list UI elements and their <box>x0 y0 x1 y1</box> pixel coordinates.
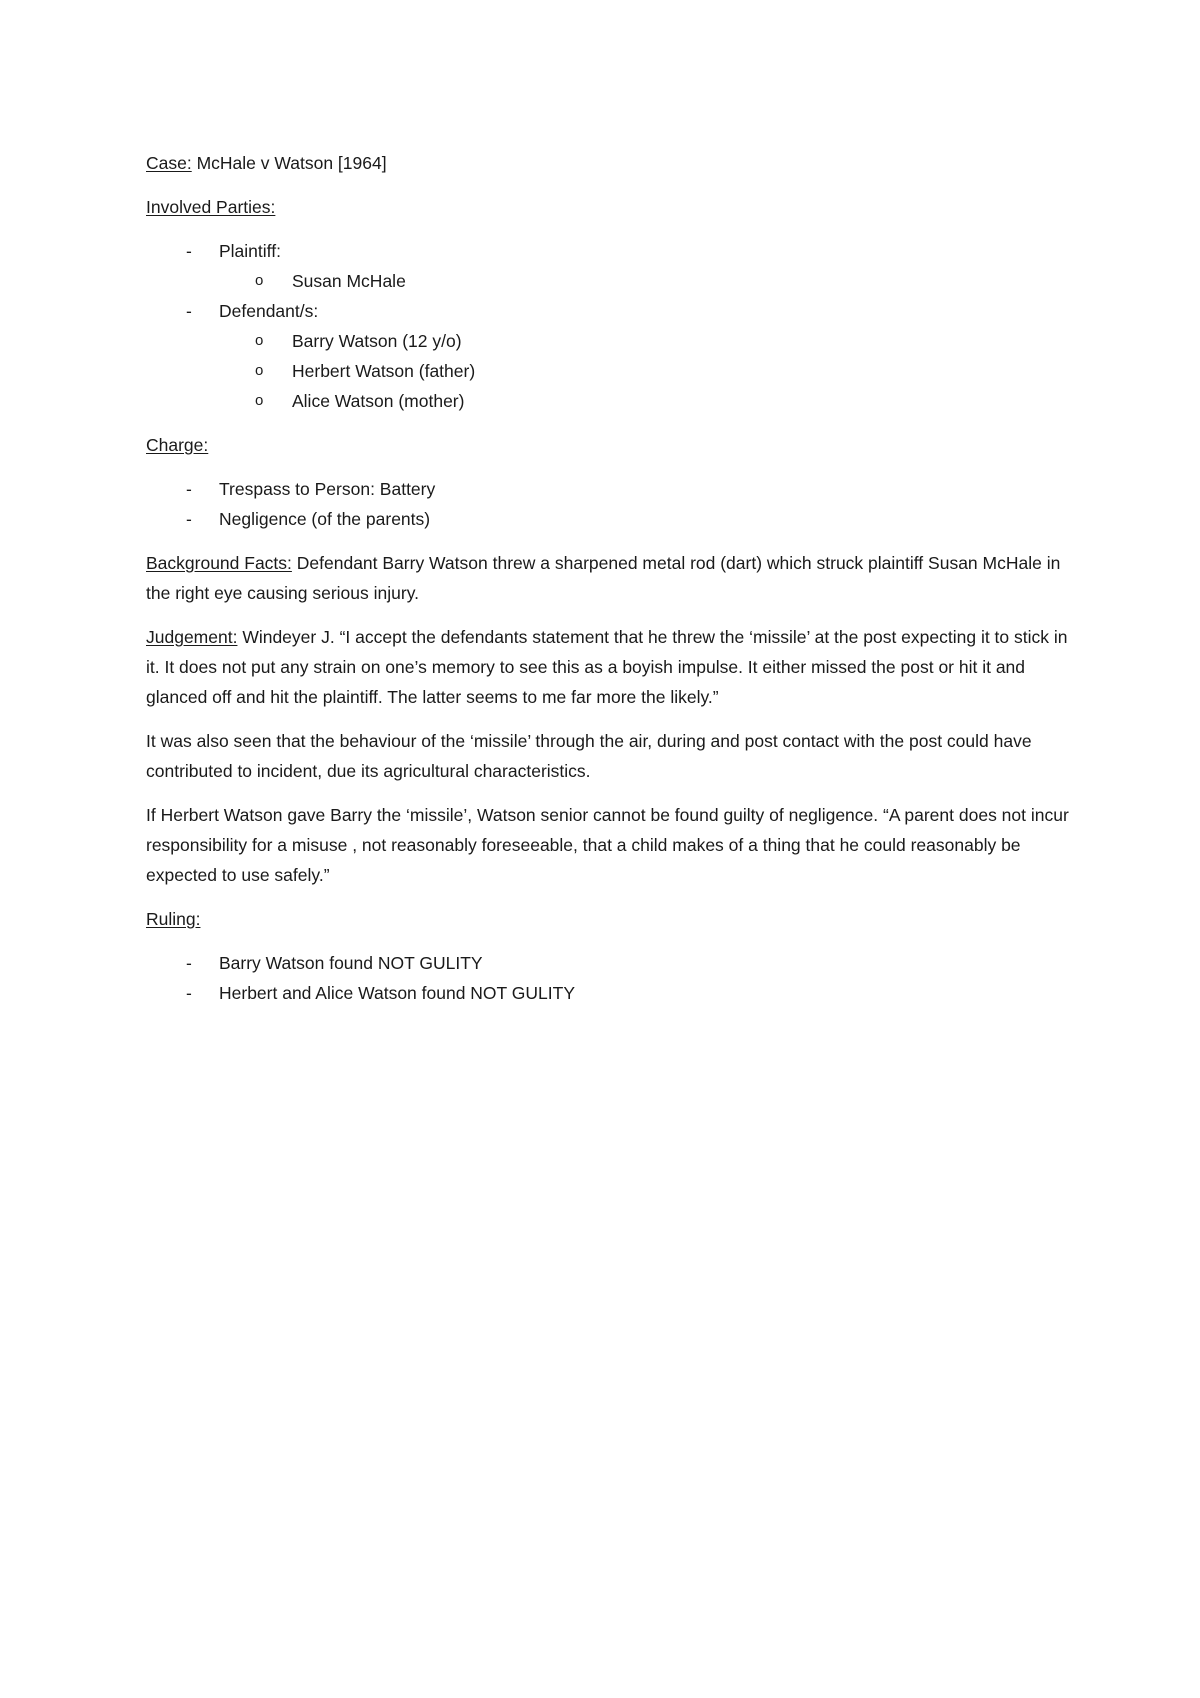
case-value: McHale v Watson [1964] <box>191 153 387 173</box>
dash-bullet: - <box>186 301 192 321</box>
dash-bullet: - <box>186 953 192 973</box>
ruling-label: Ruling: <box>146 909 201 929</box>
judgement-label: Judgement: <box>146 627 238 647</box>
charge-list <box>146 474 1080 534</box>
list-item <box>146 978 1080 1008</box>
background-facts-paragraph <box>146 548 1080 608</box>
judgement-paragraph <box>146 622 1080 712</box>
list-item <box>219 326 1080 356</box>
list-item <box>146 236 1080 296</box>
defendant-name: Barry Watson (12 y/o) <box>292 331 462 351</box>
parties-list <box>146 236 1080 416</box>
parent-negligence-paragraph: If Herbert Watson gave Barry the ‘missile’, Watson senior cannot be found guilty of negligence. “A parent does not incur responsibility for a misuse , not reasonably foreseeable, that a child makes of a thing that he could reasonably be expected to use safely.” <box>146 805 1069 885</box>
dash-bullet: - <box>186 509 192 529</box>
ruling-heading <box>146 904 1080 934</box>
list-item <box>146 296 1080 416</box>
judgement-text: Windeyer J. “I accept the defendants statement that he threw the ‘missile’ at the post expecting it to stick in it. It does not put any strain on one’s memory to see this as a boyish impulse. It either missed the post or hit it and glanced off and hit the plaintiff. The latter seems to me far more the likely.” <box>146 627 1068 707</box>
dash-bullet: - <box>186 983 192 1003</box>
list-item <box>219 386 1080 416</box>
charge-label: Charge: <box>146 435 209 455</box>
background-facts-text: Defendant Barry Watson threw a sharpened metal rod (dart) which struck plaintiff Susan McHale in the right eye causing serious injury. <box>146 553 1061 603</box>
background-facts-label: Background Facts: <box>146 553 292 573</box>
defendant-name: Herbert Watson (father) <box>292 361 476 381</box>
list-item <box>146 474 1080 504</box>
defendant-sublist <box>219 326 1080 416</box>
case-line <box>146 148 1080 178</box>
charge-item: Negligence (of the parents) <box>219 509 431 529</box>
plaintiff-sublist <box>219 266 1080 296</box>
case-label: Case: <box>146 153 192 173</box>
circle-bullet: o <box>255 332 264 349</box>
plaintiff-label: Plaintiff: <box>219 241 281 261</box>
charge-heading <box>146 430 1080 460</box>
defendant-label: Defendant/s: <box>219 301 319 321</box>
involved-parties-label: Involved Parties: <box>146 197 276 217</box>
list-item <box>146 504 1080 534</box>
ruling-item: Barry Watson found NOT GULITY <box>219 953 483 973</box>
dash-bullet: - <box>186 241 192 261</box>
list-item <box>219 356 1080 386</box>
list-item <box>219 266 1080 296</box>
missile-behaviour-paragraph: It was also seen that the behaviour of the ‘missile’ through the air, during and post contact with the post could have contributed to incident, due its agricultural characteristics. <box>146 731 1032 781</box>
defendant-name: Alice Watson (mother) <box>292 391 465 411</box>
involved-parties-heading <box>146 192 1080 222</box>
list-item <box>146 948 1080 978</box>
circle-bullet: o <box>255 362 264 379</box>
circle-bullet: o <box>255 272 264 289</box>
ruling-list <box>146 948 1080 1008</box>
ruling-item: Herbert and Alice Watson found NOT GULITY <box>219 983 575 1003</box>
charge-item: Trespass to Person: Battery <box>219 479 436 499</box>
circle-bullet: o <box>255 392 264 409</box>
plaintiff-name: Susan McHale <box>292 271 406 291</box>
dash-bullet: - <box>186 479 192 499</box>
